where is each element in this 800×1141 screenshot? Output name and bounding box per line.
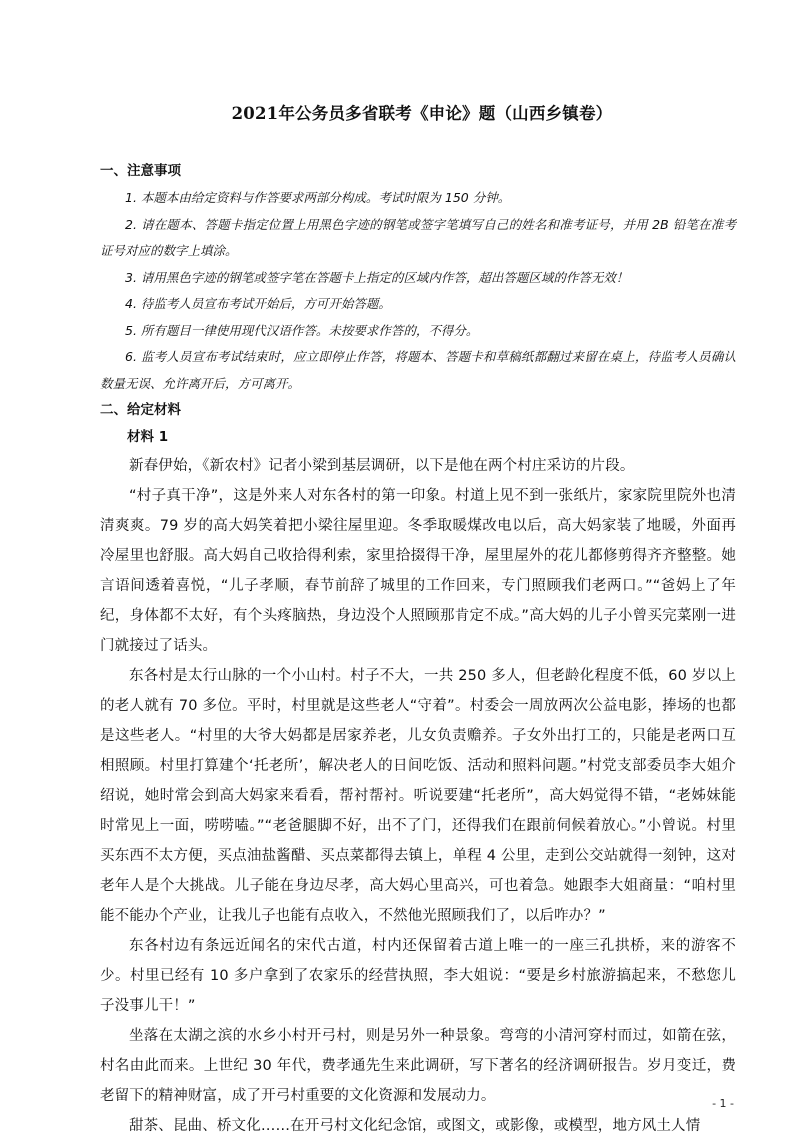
- notice-item: 2. 请在题本、答题卡指定位置上用黑色字迹的钢笔或签字笔填写自己的姓名和准考证号，并用 2B 铅笔在准考证号对应的数字上填涂。: [100, 216, 736, 258]
- materials-section-heading: 二、给定材料: [100, 402, 181, 418]
- material-paragraph: 东各村边有条远近闻名的宋代古道，村内还保留着古道上唯一的一座三孔拱桥，来的游客不少。村里已经有 10 多户拿到了农家乐的经营执照，李大姐说：“要是乡村旅游搞起来，不愁您儿子没事儿干！”: [100, 938, 736, 1014]
- notice-item: 3. 请用黑色字迹的钢笔或签字笔在答题卡上指定的区域内作答，超出答题区域的作答无效！: [125, 269, 629, 285]
- page-number: - 1 -: [712, 1097, 734, 1110]
- notice-section-heading: 一、注意事项: [100, 163, 181, 179]
- notice-item: 5. 所有题目一律使用现代汉语作答。未按要求作答的，不得分。: [125, 322, 479, 338]
- notice-item: 6. 监考人员宣布考试结束时，应立即停止作答，将题本、答题卡和草稿纸都翻过来留在桌上，待监考人员确认数量无误、允许离开后，方可离开。: [100, 349, 736, 391]
- notice-item: 1. 本题本由给定资料与作答要求两部分构成。考试时限为 150 分钟。: [125, 190, 511, 205]
- notice-list: [100, 185, 736, 397]
- material-1-body: [100, 451, 736, 1141]
- material-paragraph: “村子真干净”，这是外来人对东各村的第一印象。村道上见不到一张纸片，家家院里院外也清清爽爽。79 岁的高大妈笑着把小梁往屋里迎。冬季取暖煤改电以后，高大妈家装了地暖，外面再冷屋里也舒服。高大妈自己收拾得利索，家里拾掇得干净，屋里屋外的花儿都修剪得齐齐整整。她言语间透着喜悦，“儿子孝顺，春节前辞了城里的工作回来，专门照顾我们老两口。”“爸妈上了年纪，身体都不太好，有个头疼脑热，身边没个人照顾那肯定不成。”高大妈的儿子小曾买完菜刚一进门就接过了话头。: [100, 488, 736, 654]
- material-paragraph: 甜茶、昆曲、桥文化……在开弓村文化纪念馆，或图文，或影像，或模型，地方风土人情: [129, 1118, 701, 1134]
- material-paragraph: 坐落在太湖之滨的水乡小村开弓村，则是另外一种景象。弯弯的小清河穿村而过，如箭在弦，村名由此而来。上世纪 30 年代，费孝通先生来此调研，写下著名的经济调研报告。岁月变迁，费老留下的精神财富，成了开弓村重要的文化资源和发展动力。: [100, 1028, 736, 1104]
- material-paragraph: 东各村是太行山脉的一个小山村。村子不大，一共 250 多人，但老龄化程度不低，60 岁以上的老人就有 70 多位。平时，村里就是这些老人“守着”。村委会一周放两次公益电影，捧场的也都是这些老人。“村里的大爷大妈都是居家养老，儿女负责赡养。子女外出打工的，只能是老两口互相照顾。村里打算建个‘托老所’，解决老人的日间吃饭、活动和照料问题。”村党支部委员李大姐介绍说，她时常会到高大妈家来看看，帮衬帮衬。听说要建“托老所”，高大妈觉得不错，“老姊妹能时常见上一面，唠唠嗑。”“老爸腿脚不好，出不了门，还得我们在跟前伺候着放心。”小曾说。村里买东西不太方便，买点油盐酱醋、买点菜都得去镇上，单程 4 公里，走到公交站就得一刻钟，这对老年人是个大挑战。儿子能在身边尽孝，高大妈心里高兴，可也着急。她跟李大姐商量：“咱村里能不能办个产业，让我儿子也能有点收入，不然他光照顾我们了，以后咋办？”: [100, 668, 736, 924]
- document-title: 2021年公务员多省联考《申论》题（山西乡镇卷）: [231, 104, 613, 123]
- material-paragraph: 新春伊始，《新农村》记者小梁到基层调研，以下是他在两个村庄采访的片段。: [129, 458, 635, 474]
- notice-item: 4. 待监考人员宣布考试开始后，方可开始答题。: [125, 296, 391, 311]
- material-1-heading: 材料 1: [127, 429, 169, 445]
